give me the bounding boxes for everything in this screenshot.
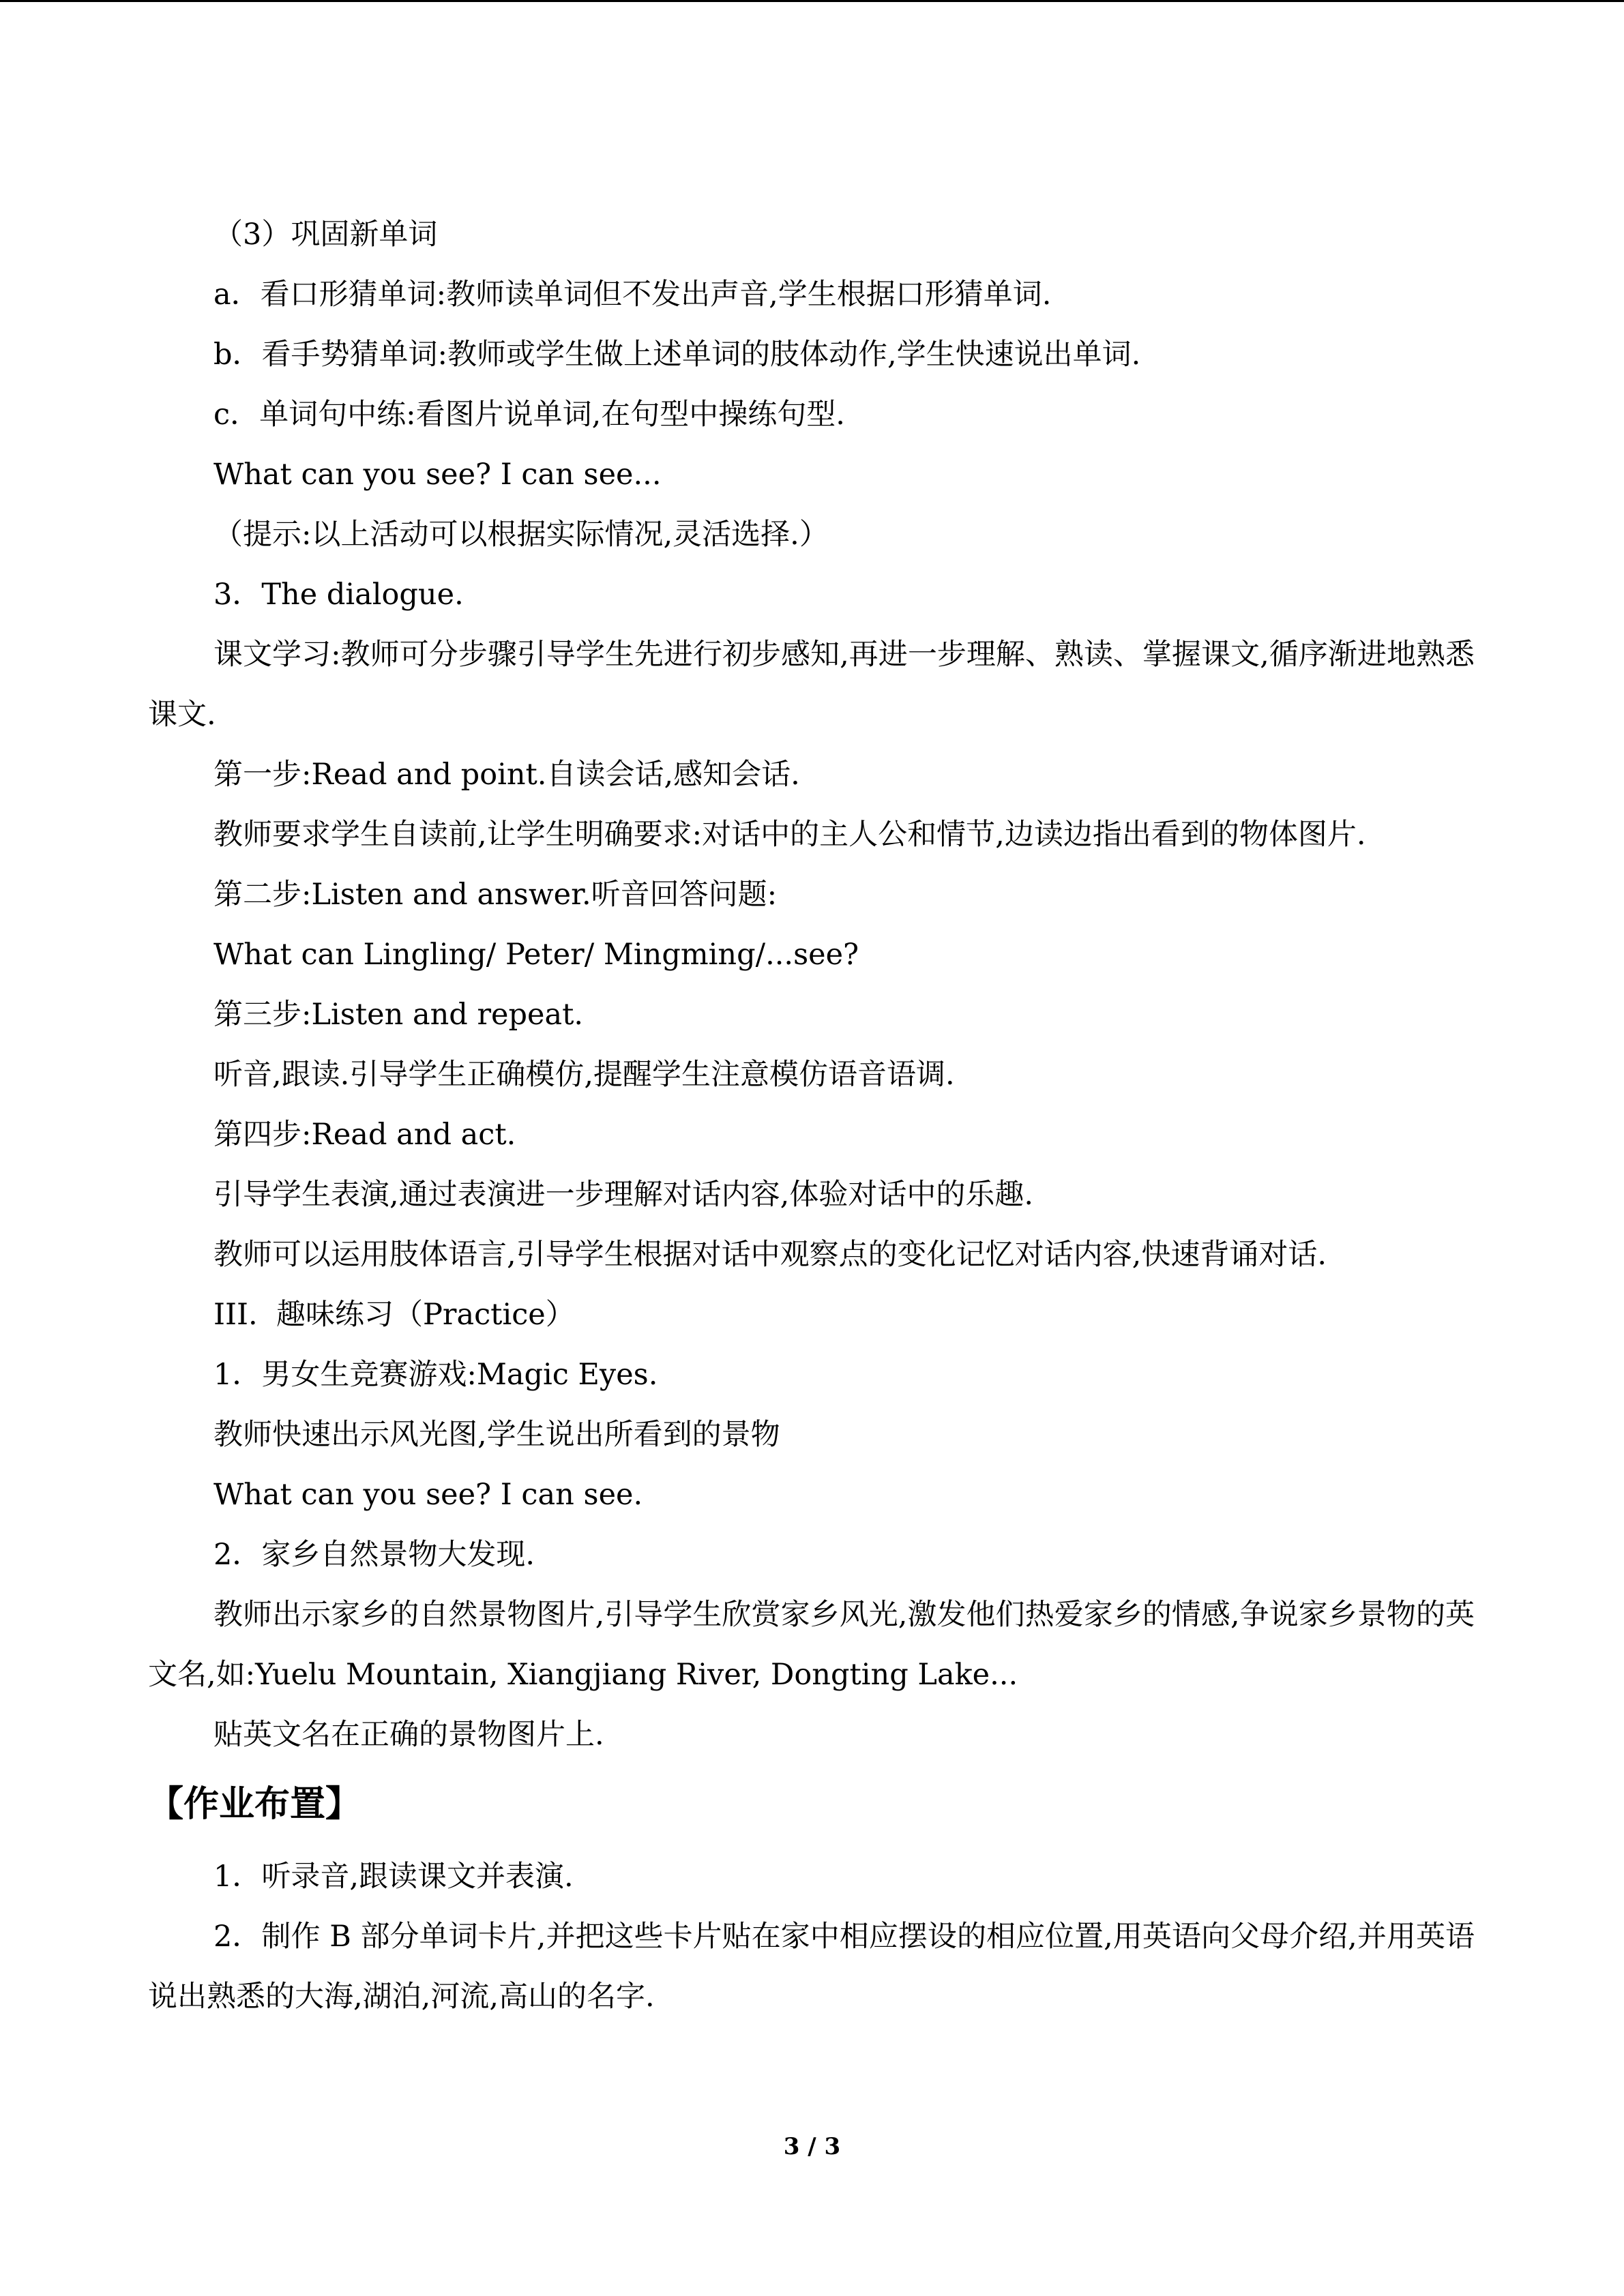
- text-line: 第二步:Listen and answer.听音回答问题:: [213, 878, 778, 912]
- homework-item: 2．制作 B 部分单词卡片,并把这些卡片贴在家中相应摆设的相应位置,用英语向父母介绍,并用英语说出熟悉的大海,湖泊,河流,高山的名字.: [148, 1920, 1475, 2014]
- text-line: 教师可以运用肢体语言,引导学生根据对话中观察点的变化记忆对话内容,快速背诵对话.: [213, 1238, 1327, 1272]
- text-line: 贴英文名在正确的景物图片上.: [213, 1718, 604, 1752]
- text-line: What can Lingling/ Peter/ Mingming/...see?: [213, 938, 859, 972]
- text-line: 听音,跟读.引导学生正确模仿,提醒学生注意模仿语音语调.: [213, 1058, 955, 1092]
- text-line: c．单词句中练:看图片说单词,在句型中操练句型.: [213, 398, 845, 432]
- text-line: 1．男女生竞赛游戏:Magic Eyes.: [213, 1358, 658, 1392]
- text-line: 2．家乡自然景物大发现.: [213, 1538, 535, 1572]
- text-paragraph: 教师出示家乡的自然景物图片,引导学生欣赏家乡风光,激发他们热爱家乡的情感,争说家乡景物的英文名,如:Yuelu Mountain, Xiangjiang River, Dongting Lake...: [148, 1598, 1475, 1692]
- text-line: a．看口形猜单词:教师读单词但不发出声音,学生根据口形猜单词.: [213, 278, 1052, 312]
- text-line: What can you see? I can see...: [213, 458, 662, 492]
- text-line: （提示:以上活动可以根据实际情况,灵活选择.）: [213, 518, 829, 552]
- text-line: What can you see? I can see.: [213, 1478, 643, 1512]
- text-line: b．看手势猜单词:教师或学生做上述单词的肢体动作,学生快速说出单词.: [213, 338, 1141, 372]
- homework-item: 1．听录音,跟读课文并表演.: [213, 1860, 574, 1894]
- text-line: 引导学生表演,通过表演进一步理解对话内容,体验对话中的乐趣.: [213, 1178, 1034, 1212]
- section-title-practice: III. 趣味练习（Practice）: [213, 1298, 575, 1332]
- text-line: 第三步:Listen and repeat.: [213, 998, 584, 1032]
- text-line: 教师快速出示风光图,学生说出所看到的景物: [213, 1418, 780, 1452]
- text-line: 3．The dialogue.: [213, 578, 464, 612]
- text-line: 第四步:Read and act.: [213, 1118, 516, 1152]
- text-paragraph: 课文学习:教师可分步骤引导学生先进行初步感知,再进一步理解、熟读、掌握课文,循序渐进地熟悉课文.: [148, 638, 1475, 732]
- text-line: 第一步:Read and point.自读会话,感知会话.: [213, 758, 800, 792]
- page-number: 3 / 3: [783, 2133, 841, 2160]
- top-border-rule: [0, 0, 1624, 2]
- document-body: [148, 205, 1475, 2027]
- text-line: （3）巩固新单词: [213, 218, 438, 252]
- homework-heading: 【作业布置】: [148, 1784, 361, 1825]
- text-paragraph: 教师要求学生自读前,让学生明确要求:对话中的主人公和情节,边读边指出看到的物体图片.: [213, 818, 1366, 852]
